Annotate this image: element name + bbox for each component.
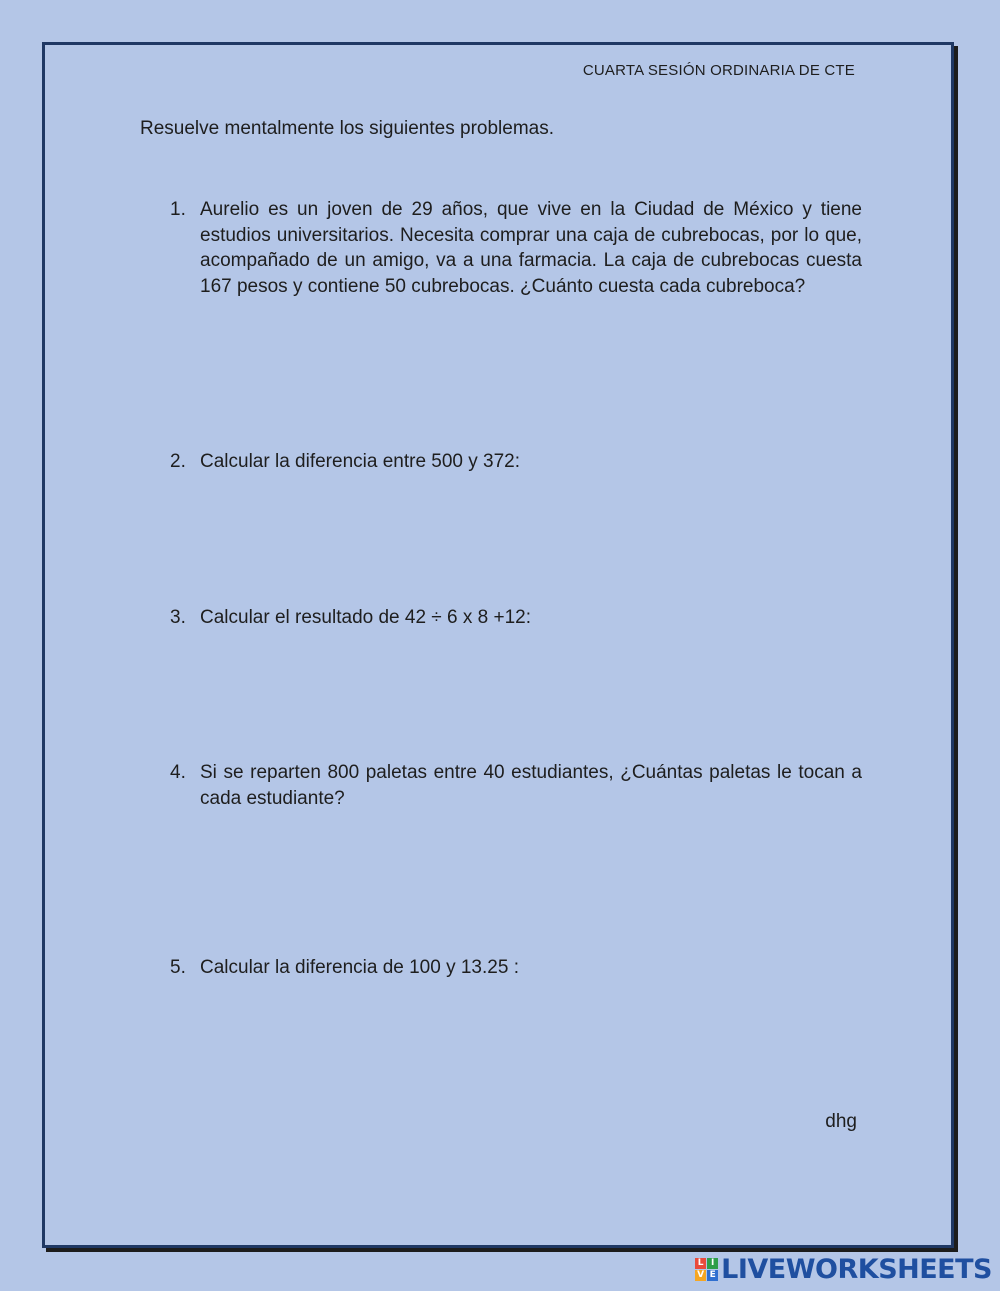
logo-icon-letter: L	[695, 1258, 706, 1269]
logo-icon	[695, 1258, 718, 1281]
problem-4	[170, 760, 862, 811]
problem-1	[170, 197, 862, 299]
problem-text: Calcular la diferencia de 100 y 13.25 :	[200, 957, 519, 978]
liveworksheets-logo[interactable]	[695, 1254, 992, 1285]
problem-5	[170, 955, 862, 981]
problem-number: 1.	[170, 199, 186, 220]
problem-number: 3.	[170, 607, 186, 628]
problem-text: Calcular la diferencia entre 500 y 372:	[200, 451, 521, 472]
logo-icon-letter: E	[707, 1270, 718, 1281]
session-title: CUARTA SESIÓN ORDINARIA DE CTE	[582, 62, 855, 79]
problem-number: 4.	[170, 762, 186, 783]
logo-icon-letter: I	[707, 1258, 718, 1269]
problem-text: Si se reparten 800 paletas entre 40 estudiantes, ¿Cuántas paletas le tocan a cada estudiante?	[200, 762, 862, 809]
logo-text: LIVEWORKSHEETS	[721, 1254, 992, 1285]
logo-icon-letter: V	[695, 1270, 706, 1281]
problem-text: Aurelio es un joven de 29 años, que vive en la Ciudad de México y tiene estudios universitarios. Necesita comprar una caja de cubrebocas, por lo que, acompañado de un amigo, va a una farmacia. La caja de cubrebocas cuesta 167 pesos y contiene 50 cubrebocas. ¿Cuánto cuesta cada cubreboca?	[200, 199, 862, 297]
problem-3	[170, 605, 862, 631]
problem-2	[170, 449, 862, 475]
problem-text: Calcular el resultado de 42 ÷ 6 x 8 +12:	[200, 607, 531, 628]
worksheet-page	[42, 42, 954, 1248]
instructions-text: Resuelve mentalmente los siguientes problemas.	[140, 118, 554, 139]
signature-text: dhg	[825, 1111, 857, 1132]
problem-number: 5.	[170, 957, 186, 978]
problem-number: 2.	[170, 451, 186, 472]
